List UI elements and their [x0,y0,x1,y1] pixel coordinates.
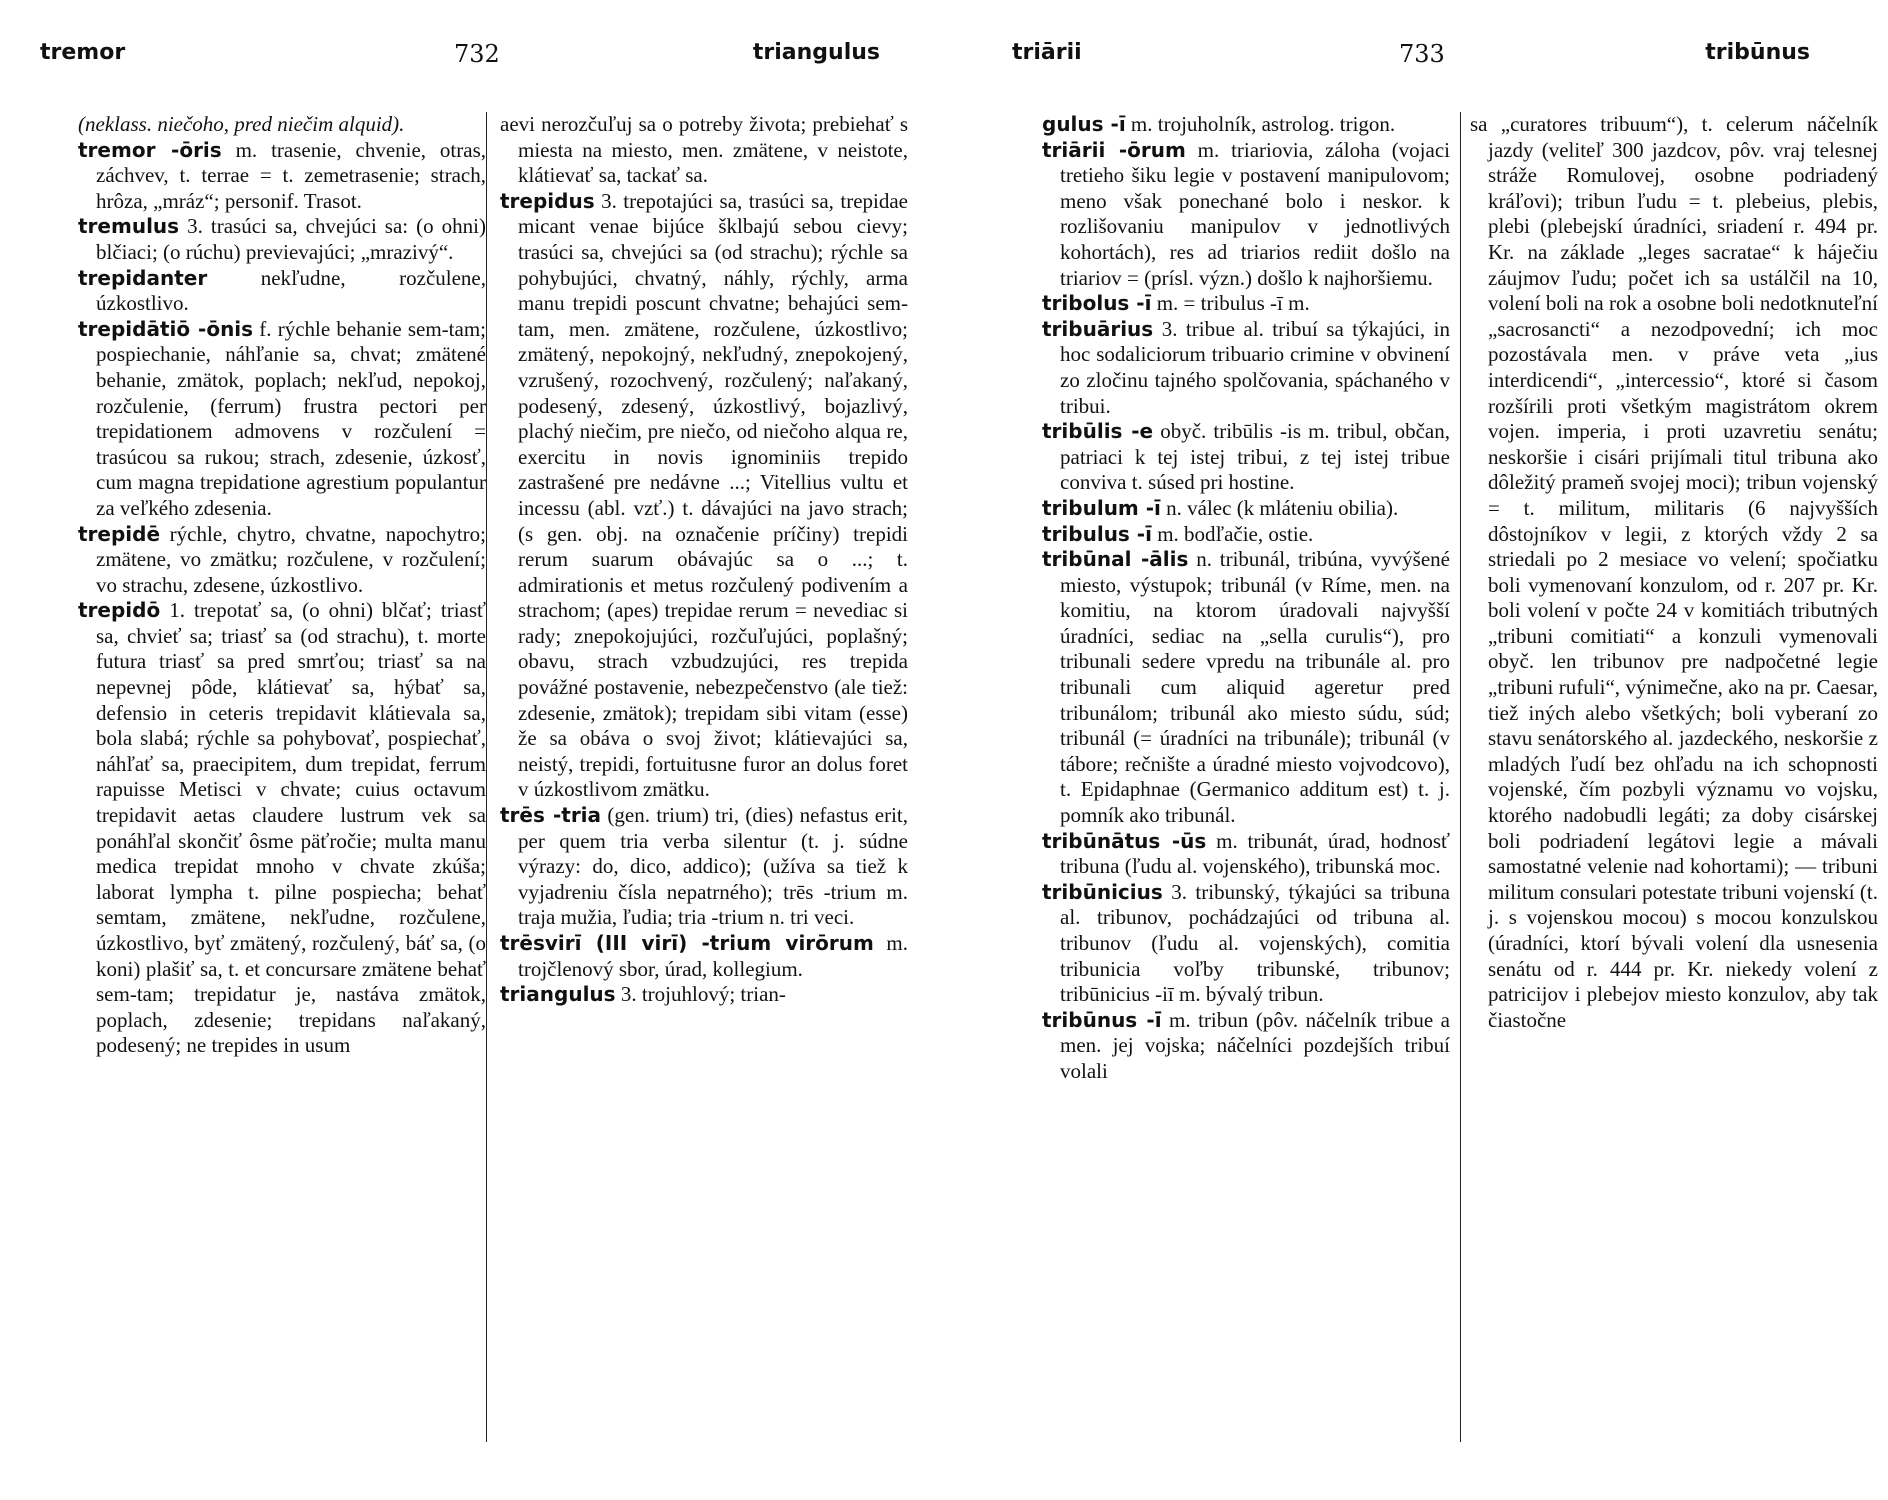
headword: tribūnātus -ūs [1042,828,1207,853]
column-2 [500,112,908,1008]
headword: tribuārius [1042,316,1154,341]
definition-text: n. tribunál, tribúna, vyvýšené miesto, výstupok; tribunál (v Ríme, men. na komitiu, na ktorom úradovali najvyšší úradníci, sediac na „sella curulis“), pro tribunali sedere vpredu na tribunále al. pro tribunali cum aliquid ageretur pred tribunálom; tribunál ako miesto súdu, súd; tribunál (= úradníci na tribunále); tribunál (v tábore; rečnište a úradné miesto vojvodcovo), t. Epidaphnae (Germanico additum est) t. j. pomník ako tribunál. [1060,547,1450,828]
column-2 [1470,112,1878,1033]
column-divider [1460,112,1461,1442]
guide-word-left: tremor [40,40,126,65]
headword: trepidē [78,521,161,546]
right-page [944,0,1888,1500]
definition-text: (neklass. niečoho, pred niečim alquid). [78,112,405,136]
dictionary-entry [78,522,486,599]
definition-text: f. rýchle behanie sem-tam; pospiechanie, náhľanie sa, chvat; zmätené behanie, zmätok, poplach; nekľud, nepokoj, rozčulenie, (ferrum) frustra pectori per trepidationem admovens v rozčulení = trasúcou sa rukou; strach, zdesenie, úzkosť, cum magna trepidatione agrestium populantur za veľkého zdesenia. [96,316,486,520]
definition-text: 3. trepotajúci sa, trasúci sa, trepidae micant venae bijúce šklbajú sebou cievy; trasúci sa, chvejúci sa (od strachu); rýchle sa pohybujúci, chvatný, náhly, rýchly, arma manu trepidi poscunt chvatne; behajúci sem-tam, men. zmätene, rozčulene, úzkostlivo; zmätený, nepokojný, nekľudný, znepokojený, vzrušený, rozochvený, rozčulený; naľakaný, podesený, zdesený, úzkostlivý, bojazlivý, plachý niečim, pre niečo, od niečoho alqua re, exercitu in novis ignominiis trepido zastrašené pre nedávne ...; Vitellius vultu et incessu (abl. vzť.) t. dávajúci na javo strach; (s gen. obj. na označenie príčiny) trepidi rerum suarum obávajúc sa o ...; t. admirationis et metus rozčulený podivením a strachom; (apes) trepidae rerum = nevediac si rady; znepokojujúci, rozčuľujúci, poplašný; obavu, strach vzbudzujúci, res trepida povážné postavenie, nebezpečenstvo (ale tiež: zdesenie, zmätok); trepidam sibi vitam (esse) že sa obáva o svoj život; klátievajúci sa, neistý, trepidi, fortuitusne furor an dolus foret v úzkostlivom zmätku. [518,188,908,802]
headword: tribūlis -e [1042,419,1154,444]
definition-text: m. trojčlenový sbor, úrad, kollegium. [518,931,908,981]
headword: trēsvirī (III virī) -trium virōrum [500,931,874,955]
dictionary-entry [78,317,486,522]
column-1 [78,112,486,1059]
page-number: 732 [454,40,500,68]
dictionary-entry [500,982,908,1008]
dictionary-entry [500,931,908,982]
dictionary-entry [1042,880,1450,1008]
definition-text: nekľudne, rozčulene, úzkostlivo. [96,265,486,316]
column-divider [486,112,487,1442]
headword: tremulus [78,214,180,239]
dictionary-entry [1042,317,1450,419]
dictionary-entry [500,189,908,803]
headword: trepidātiō -ōnis [78,316,254,341]
definition-text: m. bodľačie, ostie. [1151,521,1314,546]
dictionary-entry [78,138,486,215]
definition-text: 1. trepotať sa, (o ohni) blčať; triasť sa, chvieť sa; triasť sa (od strachu), t. morte futura triasť sa pred smrťou; triasť sa na nepevnej pôde, klátievať sa, hýbať sa, defensio in ceteris trepidavit klátievala sa, bola slabá; rýchle sa pohybovať, pospiechať, náhľať sa, praecipitem, dum trepidat, ferrum rapuisse Metisci v chvate; cuius octavum trepidavit aetas claudere lustrum vek sa ponáhľal skončiť ôsme päťročie; multa manu medica trepidat mnoho v chvate zkúša; laborat lympha t. pilne pospiecha; behať semtam, zmätene, nekľudne, rozčulene, úzkostlivo, byť zmätený, rozčulený, báť sa, (o koni) plašiť sa, t. et concursare zmätene behať sem-tam; trepidatur je, nastáva zmätok, poplach, zdesenie; trepidans naľakaný, podesený; ne trepides in usum [96,598,486,1058]
definition-text: 3. trojuhlový; trian- [615,982,786,1007]
dictionary-entry [1042,522,1450,548]
dictionary-entry [1042,291,1450,317]
dictionary-entry [1470,112,1878,1033]
dictionary-entry [500,112,908,189]
definition-text: aevi nerozčuľuj sa o potreby života; prebiehať s miesta na miesto, men. zmätene, v neistote, klátievať sa, tackať sa. [500,112,908,188]
definition-text: m. tribunát, úrad, hodnosť tribuna (ľudu al. vojenského), tribunská moc. [1060,828,1450,879]
headword: tribūnal -ālis [1042,547,1189,572]
headword: tremor -ōris [78,137,222,162]
guide-word-right: triangulus [752,40,880,65]
definition-text: 3. tribunský, týkajúci sa tribuna al. tribunov, pochádzajúci od tribuna al. tribunov (ľudu al. vojenských), comitia tribunicia voľby tribunské, tribunov; tribūnicius -iī m. bývalý tribun. [1060,879,1450,1007]
headword: tribulum -ī [1042,495,1161,520]
headword: triārii -ōrum [1042,137,1186,162]
dictionary-entry [500,803,908,931]
dictionary-entry [1042,829,1450,880]
headword: gulus -ī [1042,112,1126,136]
definition-text: m. trojuholník, astrolog. trigon. [1125,112,1396,136]
headword: trepidus [500,188,595,213]
dictionary-entry [1042,138,1450,292]
definition-text: m. triariovia, záloha (vojaci tretieho šiku legie v postavení manipulovom; meno však ponechané bolo i neskor. k rozlišovaniu manipulov v jednotlivých kohortách), res ad triarios rediit došlo na triariov = (prísl. význ.) došlo k najhoršiemu. [1060,137,1450,290]
dictionary-entry [1042,112,1450,138]
column-1 [1042,112,1450,1085]
dictionary-entry [78,214,486,265]
headword: trepidanter [78,265,208,290]
guide-word-right: tribūnus [1705,40,1810,65]
definition-text: m. trasenie, chvenie, otras, záchvev, t. terrae = t. zemetrasenie; strach, hrôza, „mráz“; personif. Trasot. [96,137,487,213]
definition-text: 3. trasúci sa, chvejúci sa: (o ohni) blčiaci; (o rúchu) previevajúci; „mrazivý“. [96,214,486,264]
definition-text: rýchle, chytro, chvatne, napochytro; zmätene, vo zmätku; rozčulene, v rozčulení; vo strachu, zdesene, úzkostlivo. [96,521,486,597]
headword: triangulus [500,982,616,1007]
page-number: 733 [1399,40,1445,68]
headword: tribūnus -ī [1042,1007,1162,1032]
headword: tribūnicius [1042,879,1163,904]
dictionary-entry [1042,496,1450,522]
headword: trepidō [78,598,161,623]
headword: trēs -tria [500,803,602,828]
definition-text: obyč. tribūlis -is m. tribul, občan, patriaci k tej istej tribui, z tej istej tribue conviva t. súsed pri hostine. [1060,419,1450,495]
dictionary-entry [78,266,486,317]
dictionary-entry [78,112,486,138]
definition-text: sa „curatores tribuum“), t. celerum náčelník jazdy (veliteľ 300 jazdcov, pôv. vraj telesnej stráže Romulovej, osobne podriadený kráľovi); tribun ľudu = t. plebeius, plebis, plebi (plebejskí úradníci, sriadení r. 494 pr. Kr. na základe „leges sacratae“ k háječiu záujmov ľudu; počet ich sa ustálčil na 10, volení boli na rok a osobne boli nedotknuteľní „sacrosancti“ a nezodpovední; ich moc pozostávala men. v práve veta „ius interdicendi“, „intercessio“, ktoré si časom rozšírili proti všetkým magistrátom okrem vojen. imperia, i proti uzavretiu senátu; neskoršie i cisári prijímali titul tribuna ako dôležitý prameň svojej moci); tribun vojenský = t. militum, militaris (6 najvyšších dôstojníkov v legii, z ktorých vždy 2 sa striedali po 2 mesiace vo velení; spočiatku boli vymenovaní konzulom, od r. 207 pr. Kr. boli volení v počte 24 v komitiách tributných „tribuni comitiati“ a konzuli vymenovali obyč. len tribunov pre nadpočetné legie „tribuni rufuli“, výnimečne, ako na pr. Caesar, tiež iných alebo všetkých; boli vyberaní zo stavu senátorského al. jazdeckého, neskoršie z mladých ľudí bez ohľadu na ich schopnosti vojenské, čím pozbyli významu vo vojsku, ktorého nadobudli legáti; za doby cisárskej boli podriadení legátovi legie a mávali samostatné velenie nad kohortami); — tribuni militum consulari potestate tribuni vojenskí (t. j. s vojenskou mocou) s mocou konzulskou (úradníci, ktorí bývali volení dla usnesenia senátu od r. 444 pr. Kr. niekedy volení z patricijov i plebejov miesto konzulov, aby tak čiastočne [1470,112,1878,1032]
headword: tribulus -ī [1042,521,1152,546]
running-header-left [0,40,944,80]
guide-word-left: triārii [1012,40,1082,65]
dictionary-entry [1042,419,1450,496]
definition-text: m. = tribulus -ī m. [1151,291,1310,316]
definition-text: (gen. trium) tri, (dies) nefastus erit, per quem tria verba silentur (t. j. súdne výrazy: do, dico, addico); (užíva sa tiež k vyjadreniu čísla nepatrného); trēs -trium m. traja mužia, ľudia; tria -trium n. tri veci. [518,803,909,930]
dictionary-entry [78,598,486,1059]
dictionary-entry [1042,547,1450,829]
definition-text: m. tribun (pôv. náčelník tribue a men. jej vojska; náčelníci pozdejších tribuí volali [1060,1007,1450,1083]
dictionary-entry [1042,1008,1450,1085]
headword: tribolus -ī [1042,291,1152,316]
running-header-right [944,40,1888,80]
definition-text: 3. tribue al. tribuí sa týkajúci, in hoc sodaliciorum tribuario crimine v obvinení zo zločinu tajného spolčovania, spáchaného v tribui. [1060,316,1450,418]
definition-text: n. válec (k mláteniu obilia). [1160,495,1399,520]
